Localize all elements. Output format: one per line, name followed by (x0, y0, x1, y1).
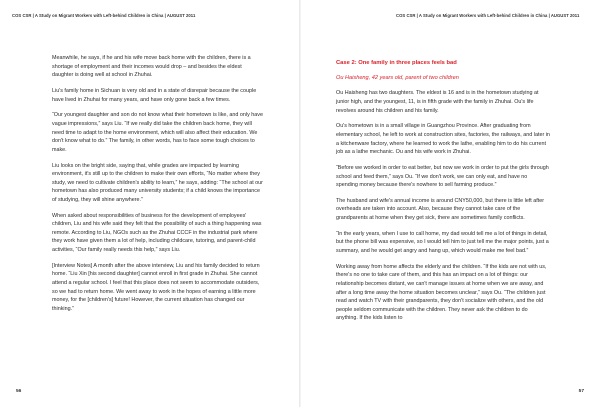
page-number: 56 (16, 389, 22, 394)
paragraph: Meanwhile, he says, if he and his wife move back home with the children, there is a shortage of employment and their incomes would drop – and besides the eldest daughter is doing well at school in Zhuhai. (52, 55, 251, 79)
right-text-column (336, 59, 550, 330)
paragraph: Liu's family home in Sichuan is very old and in a state of disrepair because the couple have lived in Zhuhai for many years, and have only gone back a few times. (52, 87, 257, 103)
paragraph: Working away from home affects the elderly and the children. “If the kids are not with us, there's no one to take care of them, and this has an impact on a lot of things: our relationship becomes distant, we can't manage issues at home when we are away, and after a long time away the home situation becomes unclear,” says Ou. “The children just read and watch TV with their grandparents, they don't socialize with others, and the old people seldom communicate with the children. They never ask the children to do anything. If the kids listen to (336, 263, 547, 322)
running-header: COS CSR | A Study on Migrant Workers with Left-behind Children in China | AUGUST 2011 (396, 13, 580, 18)
paragraph: “In the early years, when I use to call home, my dad would tell me a lot of things in detail, but the phone bill was expensive, so I would tell him to just tell me the major points, just a summary, and he would get angry and hang up, which would make me feel bad.” (336, 230, 549, 255)
paragraph: Ou Haisheng has two daughters. The eldest is 16 and is in the hometown studying at junior high, and the youngest, 11, is in fifth grade with the family in Zhuhai. Ou's life revolves around his children and his family. (336, 90, 539, 114)
paragraph: Ou's hometown is in a small village in Guangzhou Province. After graduating from elementary school, he left to work at construction sites, factories, the railways, and later in a kitchenware factory, where he learned to work the lathe, enabling him to do his current job as a lathe mechanic. Ou and his wife work in Zhuhai. (336, 123, 550, 156)
page-number: 57 (578, 389, 584, 394)
case-subtitle: Ou Haisheng, 42 years old, parent of two children (336, 75, 459, 82)
paragraph: [Interview Notes] A month after the above interview, Liu and his family decided to return home. “Liu Xin [his second daughter] cannot enroll in first grade in Zhuhai. She cannot attend a regular school. I feel that this place does not seem to accommodate outsiders, so we had to return home. We went away to work in the hopes of earning a little more money, for the [children's] future! However, the current situation has changed our thinking.” (52, 262, 260, 312)
paragraph: When asked about responsibilities of business for the development of employees' children, Liu and his wife said they felt that the possibility of such a thing happening was remote. According to Liu, NGOs such as the Zhuhai CCCF in the industrial park where they work have given them a lot of help, including childcare, tutoring, and parent-child activities, “Our family really needs this help,” says Liu. (52, 212, 262, 254)
case-title: Case 2: One family in three places feels bad (336, 60, 457, 66)
running-header: COS CSR | A Study on Migrant Workers with Left-behind Children in China | AUGUST 2011 (12, 13, 196, 18)
paragraph: “Our youngest daughter and son do not know what their hometown is like, and only have vague impressions,” says Liu. “If we really did take the children back home, they will need time to adapt to the home environment, which will also affect their education. We don't know what to do.” The family, in other words, has to face some tough choices to make. (52, 112, 263, 153)
right-page (300, 0, 600, 407)
paragraph: Liu looks on the bright side, saying that, while grades are impacted by learning environment, it's still up to the children to make their own efforts, “No matter where they study, we need to cultivate children's ability to learn,” he says, adding: “The school at our hometown has also produced many university students; if a child knows the importance of studying, they will shine anywhere.” (52, 162, 263, 203)
paragraph: “Before we worked in order to eat better, but now we work in order to put the girls through school and feed them,” says Ou. “If we don't work, we can only eat, and have no spending money because there's nowhere to sell farming produce.” (336, 164, 549, 189)
paragraph: The husband and wife's annual income is around CNY50,000, but there is little left after overheads are taken into account. Also, because they cannot take care of the grandparents at home when they get sick, there are sometimes family conflicts. (336, 197, 545, 222)
left-text-column (52, 54, 264, 321)
